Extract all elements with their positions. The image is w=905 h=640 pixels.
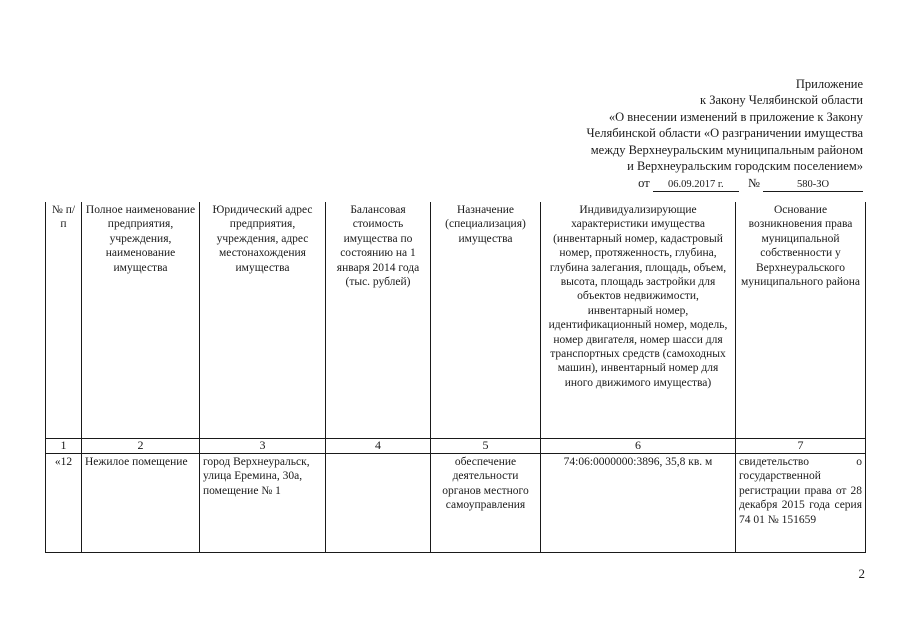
column-header-address: Юридический адрес предприятия, учреждения, адрес местонахождения имущества bbox=[200, 202, 326, 439]
header-line: между Верхнеуральским муниципальным районом bbox=[590, 142, 863, 157]
property-purpose: обеспечение деятельности органов местного самоуправления bbox=[431, 454, 541, 553]
column-number: 3 bbox=[200, 439, 326, 454]
column-number: 1 bbox=[46, 439, 82, 454]
property-address: город Верхнеуральск, улица Еремина, 30а, помещение № 1 bbox=[200, 454, 326, 553]
property-table bbox=[45, 202, 866, 553]
column-header-basis: Основание возникновения права муниципальной собственности у Верхнеуральского муниципального района bbox=[736, 202, 866, 439]
header-line: «О внесении изменений в приложение к Закону bbox=[608, 109, 863, 124]
law-date-number-line bbox=[503, 175, 863, 192]
column-number: 5 bbox=[431, 439, 541, 454]
table-row bbox=[46, 454, 866, 553]
ownership-basis: свидетельство о государственной регистрации права от 28 декабря 2015 года серия 74 01 № 151659 bbox=[736, 454, 866, 553]
row-number: «12 bbox=[46, 454, 82, 553]
column-header-name: Полное наименование предприятия, учреждения, наименование имущества bbox=[82, 202, 200, 439]
number-prefix: № bbox=[747, 176, 760, 191]
date-prefix: от bbox=[638, 176, 650, 191]
column-header-balance: Балансовая стоимость имущества по состоянию на 1 января 2014 года (тыс. рублей) bbox=[326, 202, 431, 439]
column-number: 4 bbox=[326, 439, 431, 454]
column-number: 6 bbox=[541, 439, 736, 454]
column-header-characteristics: Индивидуализирующие характеристики имущества (инвентарный номер, кадастровый номер, протяженность, глубина, глубина залегания, площадь, объем, высота, площадь застройки для объектов недвижимости, инвентарный номер, идентификационный номер, модель, номер двигателя, номер шасси для транспортных средств (самоходных машин), инвентарный номер для иного движимого имущества) bbox=[541, 202, 736, 439]
property-name: Нежилое помещение bbox=[82, 454, 200, 553]
header-line: к Закону Челябинской области bbox=[700, 93, 863, 108]
law-date: 06.09.2017 г. bbox=[653, 178, 739, 192]
header-line: Челябинской области «О разграничении имущества bbox=[586, 126, 863, 141]
column-header-number: № п/п bbox=[46, 202, 82, 439]
page-number: 2 bbox=[858, 566, 865, 581]
header-line: и Верхнеуральским городским поселением» bbox=[627, 159, 863, 174]
property-characteristics: 74:06:0000000:3896, 35,8 кв. м bbox=[541, 454, 736, 553]
column-number-row bbox=[46, 439, 866, 454]
column-number: 7 bbox=[736, 439, 866, 454]
law-appendix-header bbox=[503, 76, 863, 192]
law-number: 580-ЗО bbox=[763, 178, 863, 192]
column-number: 2 bbox=[82, 439, 200, 454]
table-header-row bbox=[46, 202, 866, 439]
column-header-purpose: Назначение (специализация) имущества bbox=[431, 202, 541, 439]
property-balance bbox=[326, 454, 431, 553]
header-line: Приложение bbox=[795, 77, 863, 91]
